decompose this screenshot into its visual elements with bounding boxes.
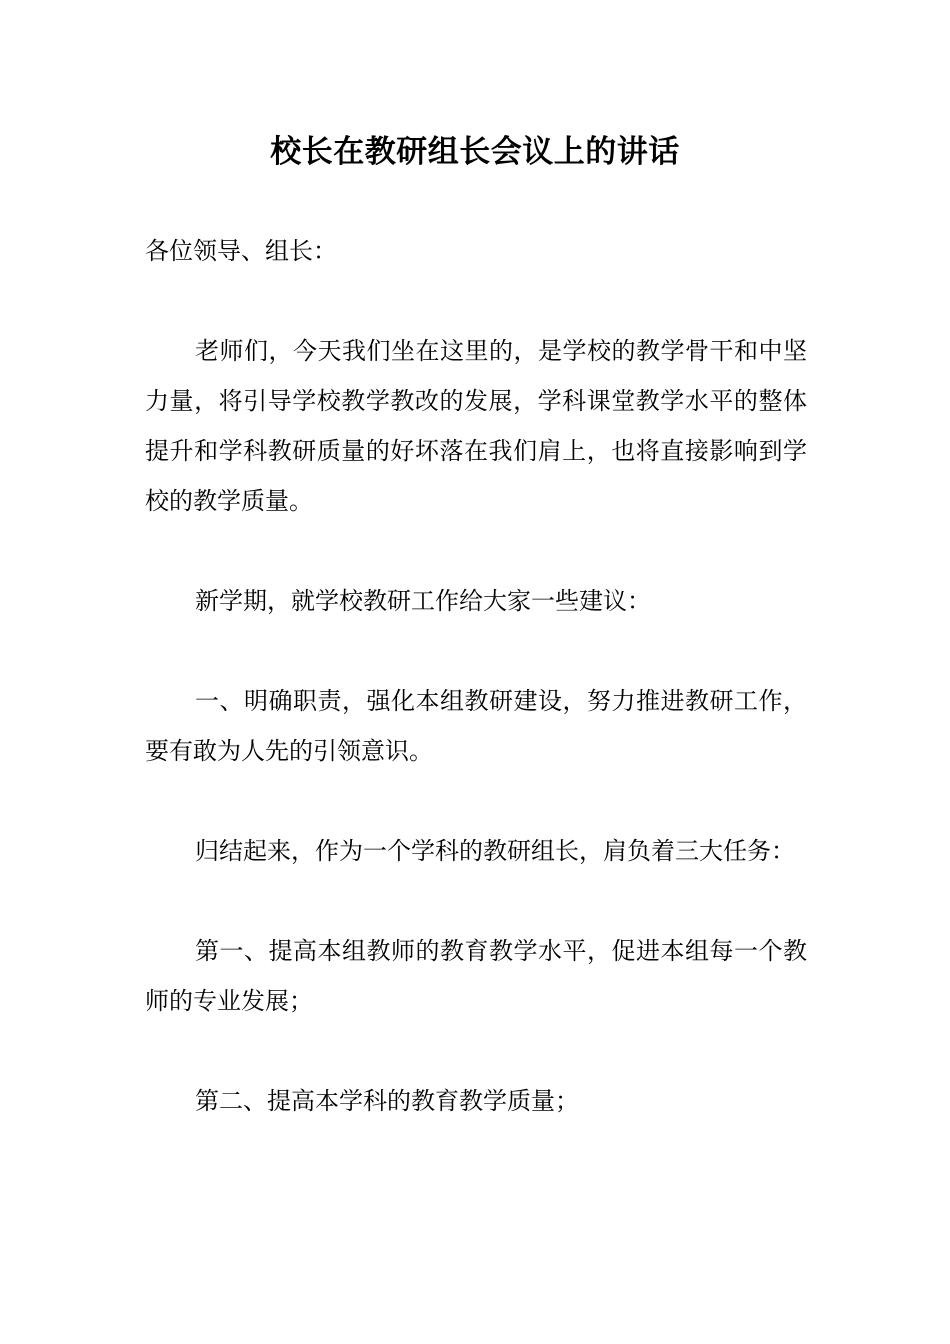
document-body	[145, 226, 807, 1176]
paragraph-point-one: 一、明确职责，强化本组教研建设，努力推进教研工作，要有敢为人先的引领意识。	[145, 687, 807, 765]
paragraph-three-tasks: 归结起来，作为一个学科的教研组长，肩负着三大任务：	[195, 837, 795, 865]
paragraph-task-two: 第二、提高本学科的教育教学质量；	[195, 1087, 579, 1115]
salutation: 各位领导、组长：	[145, 237, 337, 265]
document-title: 校长在教研组长会议上的讲话	[270, 134, 680, 170]
paragraph-suggestions-intro: 新学期，就学校教研工作给大家一些建议：	[195, 587, 651, 615]
paragraph-task-one: 第一、提高本组教师的教育教学水平，促进本组每一个教师的专业发展；	[145, 937, 807, 1015]
paragraph-opening: 老师们，今天我们坐在这里的，是学校的教学骨干和中坚力量，将引导学校教学教改的发展，学科课堂教学水平的整体提升和学科教研质量的好坏落在我们肩上，也将直接影响到学校的教学质量。	[145, 337, 807, 515]
